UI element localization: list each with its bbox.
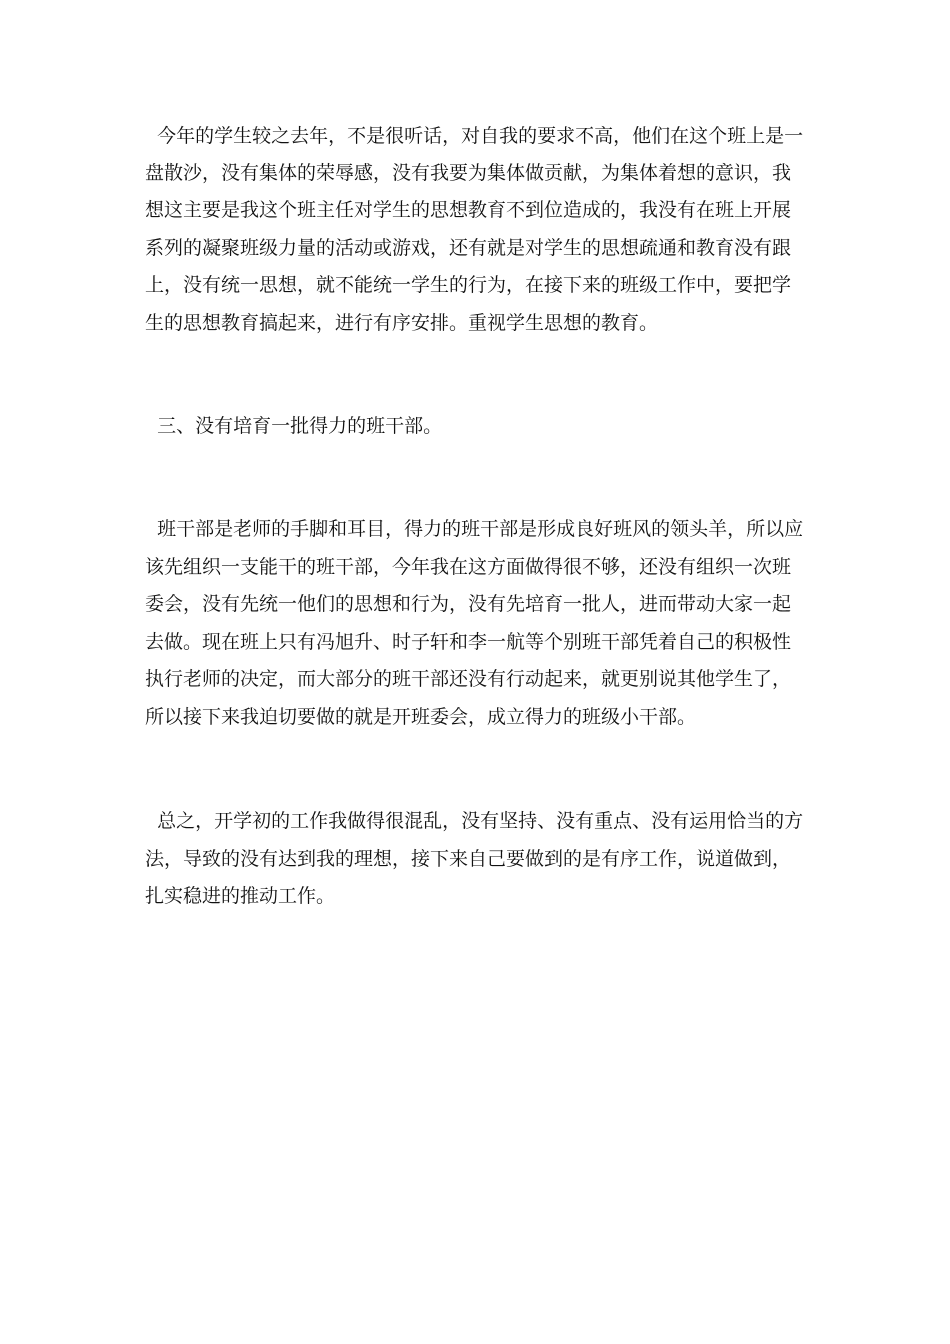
paragraph-line: 该先组织一支能干的班干部，今年我在这方面做得很不够，还没有组织一次班: [145, 556, 792, 578]
paragraph-line: 上，没有统一思想，就不能统一学生的行为，在接下来的班级工作中，要把学: [145, 274, 792, 296]
paragraph-line: 扎实稳进的推动工作。: [145, 885, 336, 907]
section-heading: 三、没有培育一批得力的班干部。: [145, 415, 443, 437]
paragraph-line: 想这主要是我这个班主任对学生的思想教育不到位造成的，我没有在班上开展: [145, 199, 792, 221]
paragraph-line: 盘散沙，没有集体的荣辱感，没有我要为集体做贡献，为集体着想的意识，我: [145, 162, 792, 184]
paragraph-line: 班干部是老师的手脚和耳目，得力的班干部是形成良好班风的领头羊，所以应: [145, 518, 804, 540]
paragraph-line: 今年的学生较之去年，不是很听话，对自我的要求不高，他们在这个班上是一: [145, 125, 804, 147]
paragraph-line: 执行老师的决定，而大部分的班干部还没有行动起来，就更别说其他学生了，: [145, 668, 792, 690]
paragraph-line: 所以接下来我迫切要做的就是开班委会，成立得力的班级小干部。: [145, 706, 697, 728]
paragraph-line: 委会，没有先统一他们的思想和行为，没有先培育一批人，进而带动大家一起: [145, 593, 792, 615]
paragraph-line: 法，导致的没有达到我的理想，接下来自己要做到的是有序工作，说道做到，: [145, 848, 792, 870]
paragraph-line: 总之，开学初的工作我做得很混乱，没有坚持、没有重点、没有运用恰当的方: [145, 810, 804, 832]
paragraph-line: 生的思想教育搞起来，进行有序安排。重视学生思想的教育。: [145, 312, 659, 334]
paragraph-line: 系列的凝聚班级力量的活动或游戏，还有就是对学生的思想疏通和教育没有跟: [145, 237, 792, 259]
paragraph-line: 去做。现在班上只有冯旭升、时子轩和李一航等个别班干部凭着自己的积极性: [145, 631, 792, 653]
